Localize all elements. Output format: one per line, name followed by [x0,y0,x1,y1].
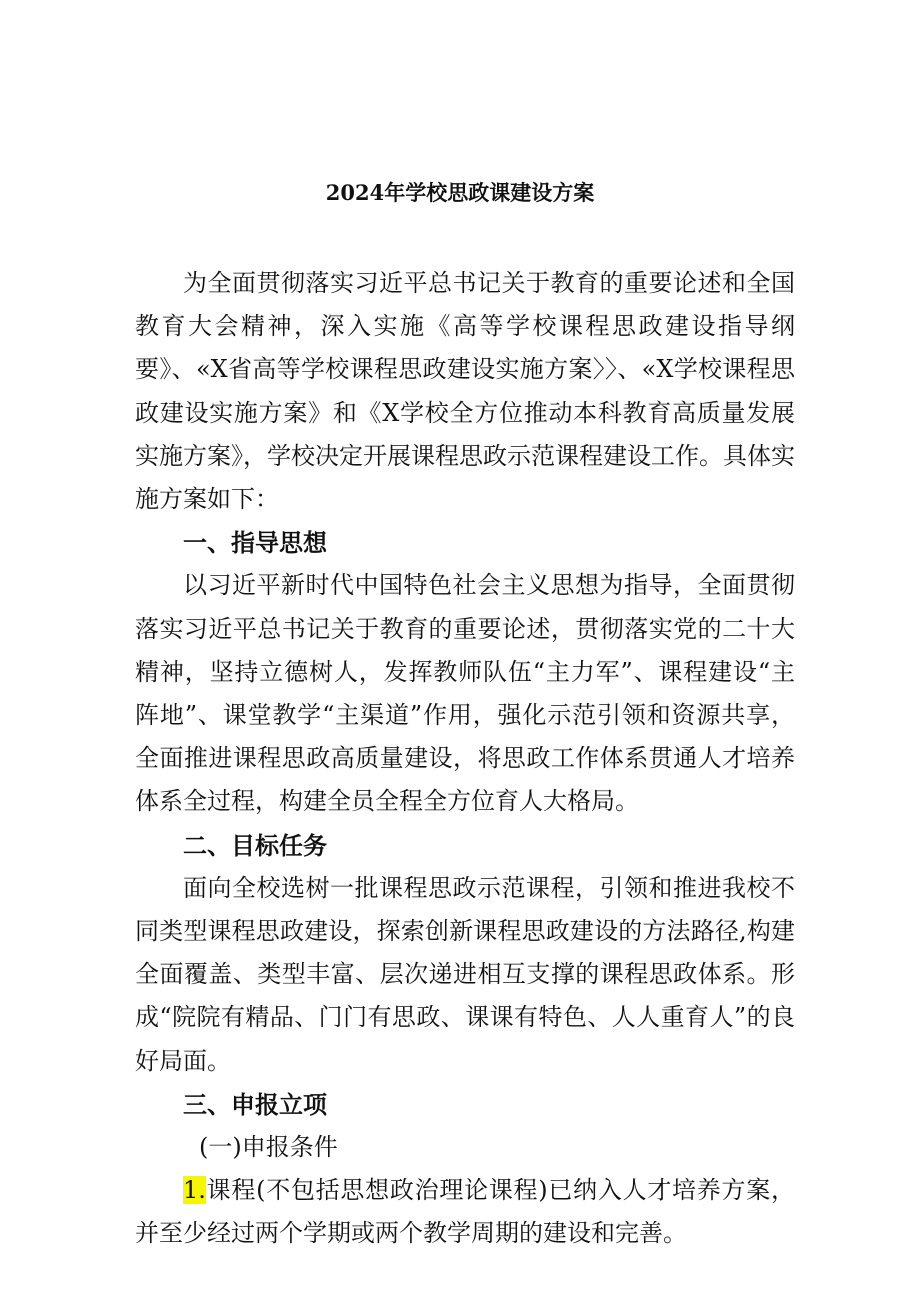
document-title: 2024年学校思政课建设方案 [325,180,595,205]
intro-paragraph: 为全面贯彻落实习近平总书记关于教育的重要论述和全国教育大会精神，深入实施《高等学校课程思政建设指导纲要》、«X省高等学校课程思政建设实施方案〉〉、«X学校课程思政建设实施方案》和《X学校全方位推动本科教育高质量发展实施方案》，学校决定开展课程思政示范课程建设工作。具体实施方案如下： [135,269,795,514]
highlighted-item-number: 1. [183,1176,206,1205]
list-item-condition-1 [135,1169,795,1255]
section-heading-goals-tasks: 二、目标任务 [183,830,327,860]
section-paragraph-guiding-ideology: 以习近平新时代中国特色社会主义思想为指导，全面贯彻落实习近平总书记关于教育的重要论述，贯彻落实党的二十大精神，坚持立德树人，发挥教师队伍“主力军”、课程建设“主阵地”、课堂教学“主渠道”作用，强化示范引领和资源共享，全面推进课程思政高质量建设，将思政工作体系贯通人才培养体系全过程，构建全员全程全方位育人大格局。 [135,571,795,816]
section-heading-application: 三、申报立项 [183,1089,327,1119]
list-item-text: 课程(不包括思想政治理论课程)已纳入人才培养方案，并至少经过两个学期或两个教学周期的建设和完善。 [135,1176,795,1248]
subsection-heading-conditions: (一)申报条件 [199,1133,338,1162]
document-body [135,262,795,1256]
section-heading-guiding-ideology: 一、指导思想 [183,528,327,558]
section-paragraph-goals-tasks: 面向全校选树一批课程思政示范课程，引领和推进我校不同类型课程思政建设，探索创新课程思政建设的方法路径,构建全面覆盖、类型丰富、层次递进相互支撑的课程思政体系。形成“院院有精品、门门有思政、课课有特色、人人重育人”的良好局面。 [135,873,795,1075]
